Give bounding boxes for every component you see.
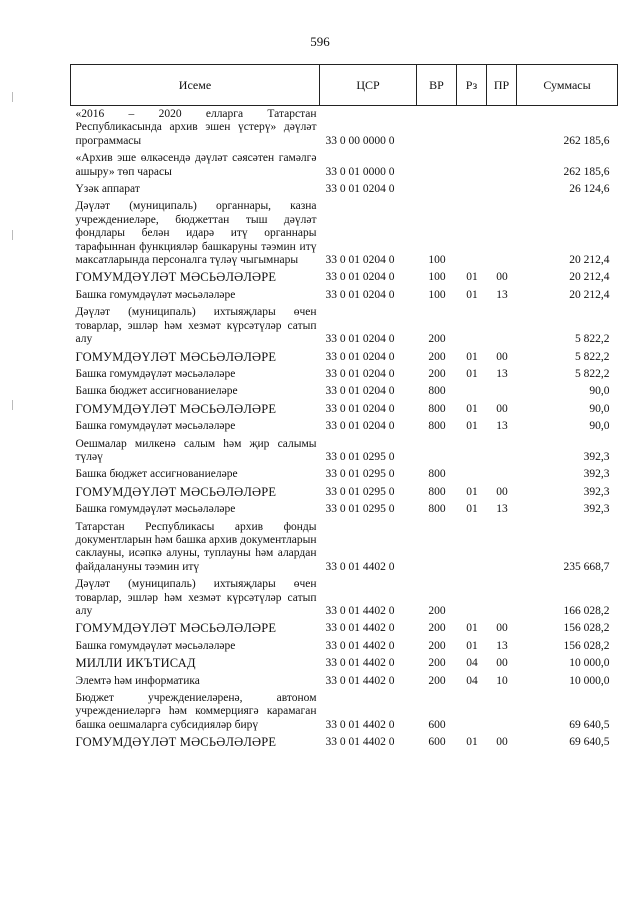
- table-row: [71, 287, 618, 304]
- row-pr: 00: [496, 271, 508, 284]
- table-row: [71, 519, 618, 577]
- row-sum: 392,3: [583, 450, 610, 463]
- row-name: МИЛЛИ ИКЪТИСАД: [75, 656, 196, 671]
- table-row: [71, 150, 618, 181]
- row-csr: 33 0 01 4402 0: [325, 622, 395, 635]
- table-row: [71, 269, 618, 286]
- row-vr: 100: [428, 288, 446, 301]
- row-csr: 33 0 01 0204 0: [325, 350, 395, 363]
- row-csr: 33 0 01 4402 0: [325, 605, 395, 617]
- row-rz: [457, 436, 487, 467]
- row-pr: 00: [496, 736, 508, 749]
- row-csr: 33 0 01 0204 0: [325, 271, 395, 284]
- row-rz: 01: [466, 288, 478, 301]
- margin-mark: [12, 230, 13, 240]
- margin-mark: [12, 400, 13, 410]
- row-pr: 00: [496, 402, 508, 415]
- row-sum: 156 028,2: [563, 639, 610, 652]
- row-vr: 800: [428, 503, 446, 516]
- margin-mark: [12, 92, 13, 102]
- row-vr: 200: [428, 622, 446, 635]
- table-row: [71, 304, 618, 348]
- row-sum: 90,0: [589, 402, 610, 415]
- row-rz: 01: [466, 367, 478, 380]
- table-row: [71, 655, 618, 672]
- row-rz: 01: [466, 271, 478, 284]
- row-sum: 166 028,2: [563, 605, 610, 617]
- table-row: [71, 366, 618, 383]
- row-rz: [457, 304, 487, 348]
- row-name: Башка бюджет ассигнованиеләре: [75, 468, 238, 481]
- row-pr: [487, 690, 517, 734]
- row-name: Башка гомумдәүләт мәсьәләләре: [75, 503, 236, 516]
- row-csr: 33 0 01 4402 0: [325, 718, 395, 731]
- row-pr: 10: [496, 674, 508, 687]
- row-csr: 33 0 01 0204 0: [325, 333, 395, 346]
- row-pr: 13: [496, 367, 508, 380]
- row-pr: 00: [496, 622, 508, 635]
- row-sum: 90,0: [589, 385, 610, 398]
- row-rz: [457, 690, 487, 734]
- header-vr: ВР: [417, 65, 457, 106]
- row-pr: [487, 181, 517, 198]
- row-vr: 800: [428, 385, 446, 398]
- row-name: Элемтә һәм информатика: [75, 674, 200, 687]
- row-name: ГОМУМДӘҮЛӘТ МӘСЬӘЛӘЛӘРЕ: [75, 621, 277, 636]
- table-row: [71, 501, 618, 518]
- table-row: [71, 401, 618, 418]
- row-vr: 800: [428, 402, 446, 415]
- row-sum: 262 185,6: [563, 134, 610, 147]
- row-csr: 33 0 01 0295 0: [325, 485, 395, 498]
- row-rz: 01: [466, 350, 478, 363]
- row-csr: 33 0 01 0000 0: [325, 165, 395, 178]
- row-name: Башка гомумдәүләт мәсьәләләре: [75, 420, 236, 433]
- row-pr: [487, 383, 517, 400]
- table-row: [71, 638, 618, 655]
- row-pr: [487, 106, 517, 151]
- row-name: Башка гомумдәүләт мәсьәләләре: [75, 639, 236, 652]
- row-vr: [417, 436, 457, 467]
- row-vr: [417, 106, 457, 151]
- table-row: [71, 198, 618, 269]
- header-rz: Рз: [457, 65, 487, 106]
- row-csr: 33 0 01 0204 0: [325, 385, 395, 398]
- row-rz: 01: [466, 485, 478, 498]
- table-row: [71, 349, 618, 366]
- row-rz: [457, 383, 487, 400]
- row-csr: 33 0 01 0204 0: [325, 183, 395, 196]
- table-row: [71, 418, 618, 435]
- row-rz: [457, 106, 487, 151]
- row-sum: 10 000,0: [569, 674, 610, 687]
- row-rz: 01: [466, 736, 478, 749]
- row-sum: 392,3: [583, 468, 610, 481]
- row-pr: 13: [496, 639, 508, 652]
- row-vr: 100: [428, 271, 446, 284]
- row-rz: [457, 181, 487, 198]
- table-body: [71, 106, 618, 752]
- row-rz: [457, 150, 487, 181]
- row-vr: 800: [428, 468, 446, 481]
- row-sum: 20 212,4: [569, 254, 610, 267]
- row-name: Үзәк аппарат: [75, 183, 140, 196]
- row-rz: 01: [466, 639, 478, 652]
- row-vr: [417, 150, 457, 181]
- row-name: Башка гомумдәүләт мәсьәләләре: [75, 367, 236, 380]
- row-pr: 00: [496, 350, 508, 363]
- row-name: ГОМУМДӘҮЛӘТ МӘСЬӘЛӘЛӘРЕ: [75, 349, 277, 364]
- row-vr: 200: [428, 367, 446, 380]
- row-csr: 33 0 01 4402 0: [325, 657, 395, 670]
- table-row: [71, 576, 618, 620]
- row-vr: 200: [428, 639, 446, 652]
- row-vr: 200: [428, 657, 446, 670]
- row-csr: 33 0 01 0204 0: [325, 420, 395, 433]
- row-name: Башка бюджет ассигнованиеләре: [75, 385, 238, 398]
- row-pr: [487, 466, 517, 483]
- row-pr: [487, 519, 517, 577]
- row-csr: 33 0 01 0204 0: [325, 402, 395, 415]
- table-row: [71, 466, 618, 483]
- row-vr: 200: [428, 674, 446, 687]
- row-vr: 800: [428, 420, 446, 433]
- row-sum: 392,3: [583, 485, 610, 498]
- row-pr: 13: [496, 503, 508, 516]
- row-csr: 33 0 01 4402 0: [325, 639, 395, 652]
- row-name: Дәүләт (муниципаль) органнары, казна учреждениеләре, бюджеттан тыш дәүләт фондлары белән идарә итү органнары тарафыннан функцияләр башкаруны тәэмин итү максатларында персоналга түләү чыгымнары: [75, 200, 317, 267]
- row-pr: 00: [496, 485, 508, 498]
- row-sum: 156 028,2: [563, 622, 610, 635]
- row-csr: 33 0 01 0204 0: [325, 288, 395, 301]
- row-name: ГОМУМДӘҮЛӘТ МӘСЬӘЛӘЛӘРЕ: [75, 270, 277, 285]
- row-rz: [457, 466, 487, 483]
- row-pr: 13: [496, 288, 508, 301]
- row-csr: 33 0 01 0204 0: [325, 367, 395, 380]
- row-sum: 20 212,4: [569, 271, 610, 284]
- row-name: ГОМУМДӘҮЛӘТ МӘСЬӘЛӘЛӘРЕ: [75, 401, 277, 416]
- row-name: «2016 – 2020 елларга Татарстан Республикасында архив эшен үстерү» дәүләт программасы: [75, 108, 317, 147]
- row-sum: 5 822,2: [575, 333, 610, 346]
- row-pr: [487, 198, 517, 269]
- table-header: [71, 65, 618, 106]
- row-rz: 04: [466, 657, 478, 670]
- row-sum: 20 212,4: [569, 288, 610, 301]
- budget-table: [70, 64, 618, 752]
- row-vr: 800: [428, 485, 446, 498]
- row-vr: 200: [428, 605, 446, 617]
- row-rz: 01: [466, 503, 478, 516]
- row-name: Башка гомумдәүләт мәсьәләләре: [75, 288, 236, 301]
- row-csr: 33 0 01 0204 0: [325, 254, 395, 267]
- row-vr: [417, 181, 457, 198]
- row-sum: 5 822,2: [575, 350, 610, 363]
- row-name: Бюджет учреждениеләренә, автоном учреждениеләргә һәм коммерциягә карамаган башка оешмаларга субсидияләр бирү: [75, 692, 317, 731]
- table-row: [71, 181, 618, 198]
- row-sum: 5 822,2: [575, 367, 610, 380]
- row-vr: 600: [428, 718, 446, 731]
- table-row: [71, 484, 618, 501]
- table-row: [71, 734, 618, 751]
- row-sum: 26 124,6: [569, 183, 610, 196]
- row-vr: 200: [428, 333, 446, 346]
- row-rz: 04: [466, 674, 478, 687]
- row-name: Татарстан Республикасы архив фонды документларын һәм башка архив документларын саклауны, исәпкә алуны, туплауны һәм алардан файдалануны тәэмин итү: [75, 520, 317, 573]
- table-row: [71, 673, 618, 690]
- row-pr: [487, 150, 517, 181]
- row-rz: 01: [466, 420, 478, 433]
- row-name: Дәүләт (муниципаль) ихтыяҗлары өчен товарлар, эшләр һәм хезмәт күрсәтүләр сатып алу: [75, 306, 317, 346]
- row-sum: 69 640,5: [569, 736, 610, 749]
- row-pr: 00: [496, 657, 508, 670]
- table-row: [71, 690, 618, 734]
- table-row: [71, 620, 618, 637]
- row-csr: 33 0 01 4402 0: [325, 560, 395, 573]
- row-csr: 33 0 01 0295 0: [325, 450, 395, 463]
- row-csr: 33 0 01 0295 0: [325, 468, 395, 481]
- page-number: 596: [310, 34, 330, 49]
- row-csr: 33 0 01 0295 0: [325, 503, 395, 516]
- row-name: Оешмалар милкенә салым һәм җир салымы түләү: [75, 437, 317, 463]
- table-row: [71, 436, 618, 467]
- row-sum: 262 185,6: [563, 165, 610, 178]
- header-sum: Суммасы: [517, 65, 618, 106]
- table-row: [71, 106, 618, 151]
- header-csr: ЦСР: [320, 65, 417, 106]
- row-rz: [457, 576, 487, 620]
- row-pr: 13: [496, 420, 508, 433]
- row-vr: 200: [428, 350, 446, 363]
- row-sum: 90,0: [589, 420, 610, 433]
- row-pr: [487, 304, 517, 348]
- row-csr: 33 0 01 4402 0: [325, 674, 395, 687]
- row-csr: 33 0 00 0000 0: [325, 134, 395, 147]
- header-row: [71, 65, 618, 106]
- row-sum: 10 000,0: [569, 657, 610, 670]
- row-pr: [487, 576, 517, 620]
- header-name: Исеме: [71, 65, 320, 106]
- row-sum: 235 668,7: [563, 560, 610, 573]
- row-name: ГОМУМДӘҮЛӘТ МӘСЬӘЛӘЛӘРЕ: [75, 484, 277, 499]
- header-pr: ПР: [487, 65, 517, 106]
- row-name: «Архив эше өлкәсендә дәүләт сәясәтен гамәлгә ашыру» төп чарасы: [75, 152, 317, 178]
- row-name: ГОМУМДӘҮЛӘТ МӘСЬӘЛӘЛӘРЕ: [75, 735, 277, 750]
- row-vr: 100: [428, 254, 446, 267]
- row-rz: [457, 198, 487, 269]
- row-csr: 33 0 01 4402 0: [325, 736, 395, 749]
- row-name: Дәүләт (муниципаль) ихтыяҗлары өчен товарлар, эшләр һәм хезмәт күрсәтүләр сатып алу: [75, 578, 317, 617]
- row-pr: [487, 436, 517, 467]
- row-rz: 01: [466, 402, 478, 415]
- row-rz: 01: [466, 622, 478, 635]
- table-row: [71, 383, 618, 400]
- row-vr: [417, 519, 457, 577]
- row-sum: 69 640,5: [569, 718, 610, 731]
- row-vr: 600: [428, 736, 446, 749]
- row-rz: [457, 519, 487, 577]
- row-sum: 392,3: [583, 503, 610, 516]
